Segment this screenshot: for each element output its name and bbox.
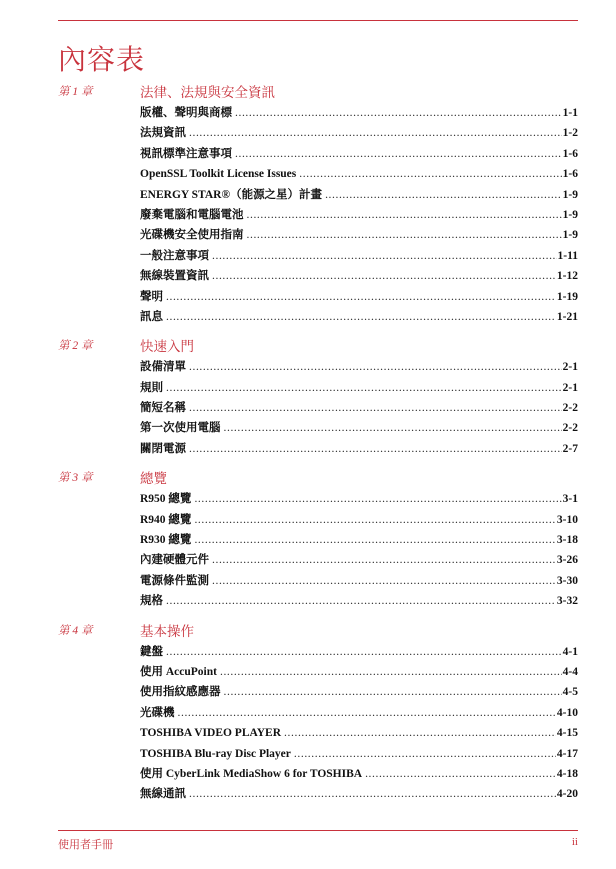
toc-entry-text: 使用 CyberLink MediaShow 6 for TOSHIBA	[140, 767, 363, 780]
toc-entry[interactable]	[140, 550, 578, 570]
toc-entry[interactable]	[140, 123, 578, 143]
toc-entry-text: 第一次使用電腦	[140, 422, 221, 435]
toc-entry-page: 4-20	[556, 788, 578, 801]
dot-leader	[189, 439, 562, 459]
toc-entry[interactable]	[140, 489, 578, 509]
dot-leader	[166, 642, 562, 662]
toc-entry-page: 1-12	[556, 270, 578, 283]
toc-entry-page: 2-2	[562, 402, 578, 415]
toc-entry[interactable]	[140, 591, 578, 611]
chapter-entries	[140, 103, 578, 327]
toc-entry[interactable]	[140, 510, 578, 530]
toc-entry-page: 2-2	[562, 422, 578, 435]
chapter-3	[58, 469, 578, 611]
footer-page-number: ii	[571, 836, 578, 848]
dot-leader	[189, 784, 556, 804]
toc-entry-page: 3-18	[556, 534, 578, 547]
toc-entry-page: 1-2	[562, 127, 578, 140]
toc-entry[interactable]	[140, 642, 578, 662]
toc-entry-text: 簡短名稱	[140, 402, 186, 415]
toc-entry-page: 1-6	[562, 168, 578, 181]
dot-leader	[247, 225, 562, 245]
toc-entry-page: 1-19	[556, 290, 578, 303]
toc-entry-page: 3-32	[556, 595, 578, 608]
chapter-label: 第 4 章	[58, 624, 93, 637]
toc-entry[interactable]	[140, 205, 578, 225]
toc-entry-page: 3-30	[556, 574, 578, 587]
toc-entry-page: 2-1	[562, 381, 578, 394]
header-rule	[58, 20, 578, 21]
toc-entry[interactable]	[140, 103, 578, 123]
toc-entry-text: TOSHIBA VIDEO PLAYER	[140, 727, 282, 740]
dot-leader	[224, 418, 562, 438]
toc-entry-page: 2-1	[562, 361, 578, 374]
toc-entry-page: 1-9	[562, 188, 578, 201]
toc-entry-text: TOSHIBA Blu-ray Disc Player	[140, 747, 291, 760]
toc-entry-text: 規格	[140, 595, 163, 608]
dot-leader	[247, 205, 562, 225]
dot-leader	[235, 144, 562, 164]
dot-leader	[325, 185, 562, 205]
dot-leader	[235, 103, 562, 123]
dot-leader	[299, 164, 561, 184]
chapter-label: 第 2 章	[58, 340, 93, 353]
table-of-contents	[58, 83, 578, 805]
dot-leader	[189, 398, 562, 418]
toc-entry[interactable]	[140, 398, 578, 418]
toc-entry-text: 設備清單	[140, 361, 186, 374]
toc-entry-text: 廢棄電腦和電腦電池	[140, 208, 244, 221]
toc-entry-text: R950 總覽	[140, 493, 192, 506]
toc-entry-page: 1-21	[556, 310, 578, 323]
dot-leader	[194, 510, 555, 530]
toc-entry-text: 內建硬體元件	[140, 554, 209, 567]
toc-entry[interactable]	[140, 784, 578, 804]
chapter-entries	[140, 642, 578, 805]
toc-entry-text: ENERGY STAR®（能源之星）計畫	[140, 188, 323, 201]
toc-entry-page: 4-17	[556, 747, 578, 760]
toc-entry[interactable]	[140, 439, 578, 459]
toc-entry[interactable]	[140, 378, 578, 398]
dot-leader	[294, 744, 556, 764]
toc-entry-text: 聲明	[140, 290, 163, 303]
dot-leader	[212, 550, 556, 570]
dot-leader	[189, 123, 562, 143]
dot-leader	[284, 723, 556, 743]
toc-entry-text: R930 總覽	[140, 534, 192, 547]
toc-entry[interactable]	[140, 246, 578, 266]
toc-entry-text: 光碟機安全使用指南	[140, 229, 244, 242]
toc-entry-page: 3-1	[562, 493, 578, 506]
chapter-title[interactable]: 法律、法規與安全資訊	[140, 85, 275, 101]
dot-leader	[212, 266, 556, 286]
toc-entry-page: 4-1	[562, 645, 578, 658]
toc-entry-page: 1-11	[557, 249, 578, 262]
toc-entry-text: OpenSSL Toolkit License Issues	[140, 168, 297, 181]
toc-entry-page: 1-9	[562, 229, 578, 242]
toc-entry-text: 光碟機	[140, 706, 175, 719]
toc-entry[interactable]	[140, 571, 578, 591]
dot-leader	[166, 307, 556, 327]
toc-entry[interactable]	[140, 164, 578, 184]
dot-leader	[166, 591, 556, 611]
toc-entry-page: 4-4	[562, 665, 578, 678]
chapter-entries	[140, 357, 578, 459]
toc-entry[interactable]	[140, 744, 578, 764]
dot-leader	[220, 662, 562, 682]
toc-entry-page: 4-18	[556, 767, 578, 780]
toc-entry-page: 1-9	[562, 208, 578, 221]
chapter-title[interactable]: 總覽	[140, 471, 167, 488]
toc-entry-text: 無線通訊	[140, 788, 186, 801]
dot-leader	[166, 378, 562, 398]
footer-rule	[58, 830, 578, 831]
toc-entry-page: 4-15	[556, 727, 578, 740]
toc-entry[interactable]	[140, 287, 578, 307]
toc-entry[interactable]	[140, 357, 578, 377]
toc-entry-page: 4-5	[562, 686, 578, 699]
toc-entry[interactable]	[140, 703, 578, 723]
toc-entry[interactable]	[140, 723, 578, 743]
toc-entry[interactable]	[140, 266, 578, 286]
chapter-title[interactable]: 基本操作	[140, 623, 194, 640]
toc-entry-text: 電源條件監測	[140, 574, 209, 587]
toc-entry[interactable]	[140, 185, 578, 205]
dot-leader	[212, 246, 557, 266]
toc-entry-page: 2-7	[562, 442, 578, 455]
dot-leader	[212, 571, 556, 591]
dot-leader	[166, 287, 556, 307]
toc-entry-text: 使用 AccuPoint	[140, 665, 217, 678]
chapter-1	[58, 83, 578, 327]
dot-leader	[189, 357, 562, 377]
chapter-label: 第 3 章	[58, 472, 93, 485]
toc-entry-text: 鍵盤	[140, 645, 163, 658]
toc-entry-text: 無線裝置資訊	[140, 270, 209, 283]
toc-entry-page: 1-1	[562, 107, 578, 119]
toc-entry[interactable]	[140, 682, 578, 702]
toc-entry-text: 一般注意事項	[140, 249, 209, 262]
toc-entry-text: 訊息	[140, 310, 163, 323]
chapter-label: 第 1 章	[58, 86, 93, 98]
dot-leader	[365, 764, 556, 784]
toc-entry-page: 4-10	[556, 706, 578, 719]
footer-manual-name: 使用者手冊	[58, 838, 113, 851]
toc-entry[interactable]	[140, 530, 578, 550]
dot-leader	[194, 489, 561, 509]
chapter-4	[58, 622, 578, 805]
toc-entry-text: 法規資訊	[140, 127, 186, 140]
chapter-entries	[140, 489, 578, 611]
toc-entry[interactable]	[140, 418, 578, 438]
dot-leader	[194, 530, 555, 550]
toc-entry-text: R940 總覽	[140, 513, 192, 526]
toc-entry[interactable]	[140, 662, 578, 682]
toc-entry-text: 視訊標準注意事項	[140, 147, 232, 160]
toc-entry-text: 規則	[140, 381, 163, 394]
toc-entry-text: 版權、聲明與商標	[140, 107, 232, 119]
toc-entry-text: 使用指紋感應器	[140, 686, 221, 699]
chapter-2	[58, 337, 578, 459]
dot-leader	[224, 682, 562, 702]
toc-entry[interactable]	[140, 225, 578, 245]
toc-entry[interactable]	[140, 144, 578, 164]
toc-entry-page: 3-26	[556, 554, 578, 567]
toc-entry-text: 關閉電源	[140, 442, 186, 455]
toc-entry[interactable]	[140, 307, 578, 327]
chapter-title[interactable]: 快速入門	[140, 339, 194, 356]
dot-leader	[178, 703, 556, 723]
toc-entry-page: 3-10	[556, 513, 578, 526]
page-title: 內容表	[58, 43, 146, 76]
toc-entry[interactable]	[140, 764, 578, 784]
toc-entry-page: 1-6	[562, 147, 578, 160]
